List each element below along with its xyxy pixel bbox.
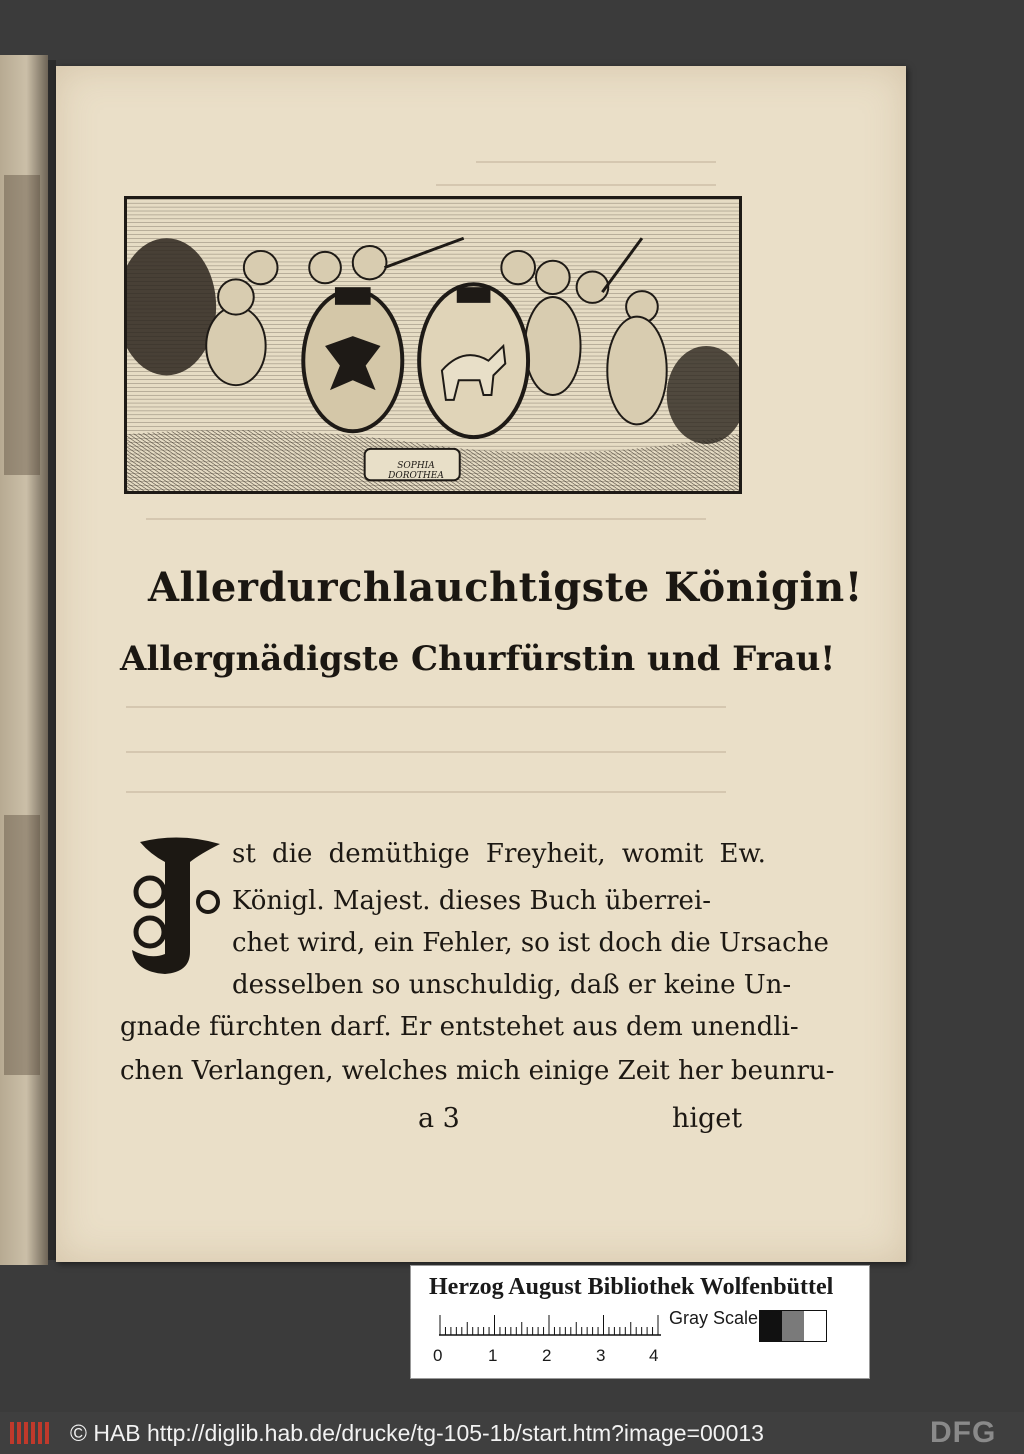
dedication-subheading: Allergnädigste Churfürstin und Frau! <box>120 639 836 679</box>
bleed-through-mark <box>476 161 716 163</box>
left-facing-page <box>0 55 48 1265</box>
hab-logo-icon <box>8 1418 54 1448</box>
initial-ornament-icon <box>120 832 232 980</box>
copyright-url[interactable]: © HAB http://diglib.hab.de/drucke/tg-105-1b/start.htm?image=00013 <box>70 1420 764 1446</box>
color-scale-card <box>410 1265 870 1379</box>
body-line: gnade fürchten darf. Er entstehet aus dem unendli- <box>120 1012 799 1042</box>
gray-swatch-dark <box>760 1311 782 1341</box>
bleed-through-mark <box>126 791 726 793</box>
signature-mark: a 3 <box>418 1103 460 1134</box>
bleed-through-mark <box>436 184 716 186</box>
gray-scale-swatches <box>759 1310 827 1342</box>
bleed-through-mark <box>126 751 726 753</box>
gray-scale-label: Gray Scale <box>669 1308 759 1328</box>
body-line: chet wird, ein Fehler, so ist doch die Ursache <box>232 928 829 958</box>
bleed-through-mark <box>146 518 706 520</box>
ruler-tick-label: 0 <box>433 1346 443 1365</box>
body-line: Königl. Majest. dieses Buch überrei- <box>232 886 712 916</box>
footer-bar <box>0 1412 1024 1454</box>
body-line: st die demüthige Freyheit, womit Ew. <box>232 839 766 869</box>
engraving-illustration <box>127 199 739 491</box>
engraving-vignette <box>124 196 742 494</box>
body-line: desselben so unschuldig, daß er keine Un- <box>232 970 792 1000</box>
ruler-tick-label: 4 <box>649 1346 659 1365</box>
ruler-tick-label: 1 <box>488 1346 498 1365</box>
cartouche-line-2: DOROTHEA <box>388 471 444 481</box>
left-page-bleed-image <box>4 175 40 475</box>
library-name: Herzog August Bibliothek Wolfenbüttel <box>429 1274 834 1300</box>
ruler-tick-label: 3 <box>596 1346 606 1365</box>
dedication-heading: Allerdurchlauchtigste Königin! <box>148 564 863 611</box>
ruler-tick-label: 2 <box>542 1346 552 1365</box>
decorated-initial <box>120 832 232 980</box>
body-line: chen Verlangen, welches mich einige Zeit her beunru- <box>120 1056 835 1086</box>
bleed-through-mark <box>126 706 726 708</box>
page-gutter <box>48 60 56 1260</box>
ruler-scale <box>439 1314 661 1336</box>
gray-swatch-mid <box>782 1311 804 1341</box>
catchword: higet <box>672 1103 743 1134</box>
gray-swatch-light <box>804 1311 826 1341</box>
left-page-bleed-image <box>4 815 40 1075</box>
book-page <box>56 66 906 1262</box>
cartouche-line-1: SOPHIA <box>397 461 435 471</box>
cartouche-inscription <box>373 461 459 481</box>
dfg-logo: DFG <box>930 1416 997 1449</box>
